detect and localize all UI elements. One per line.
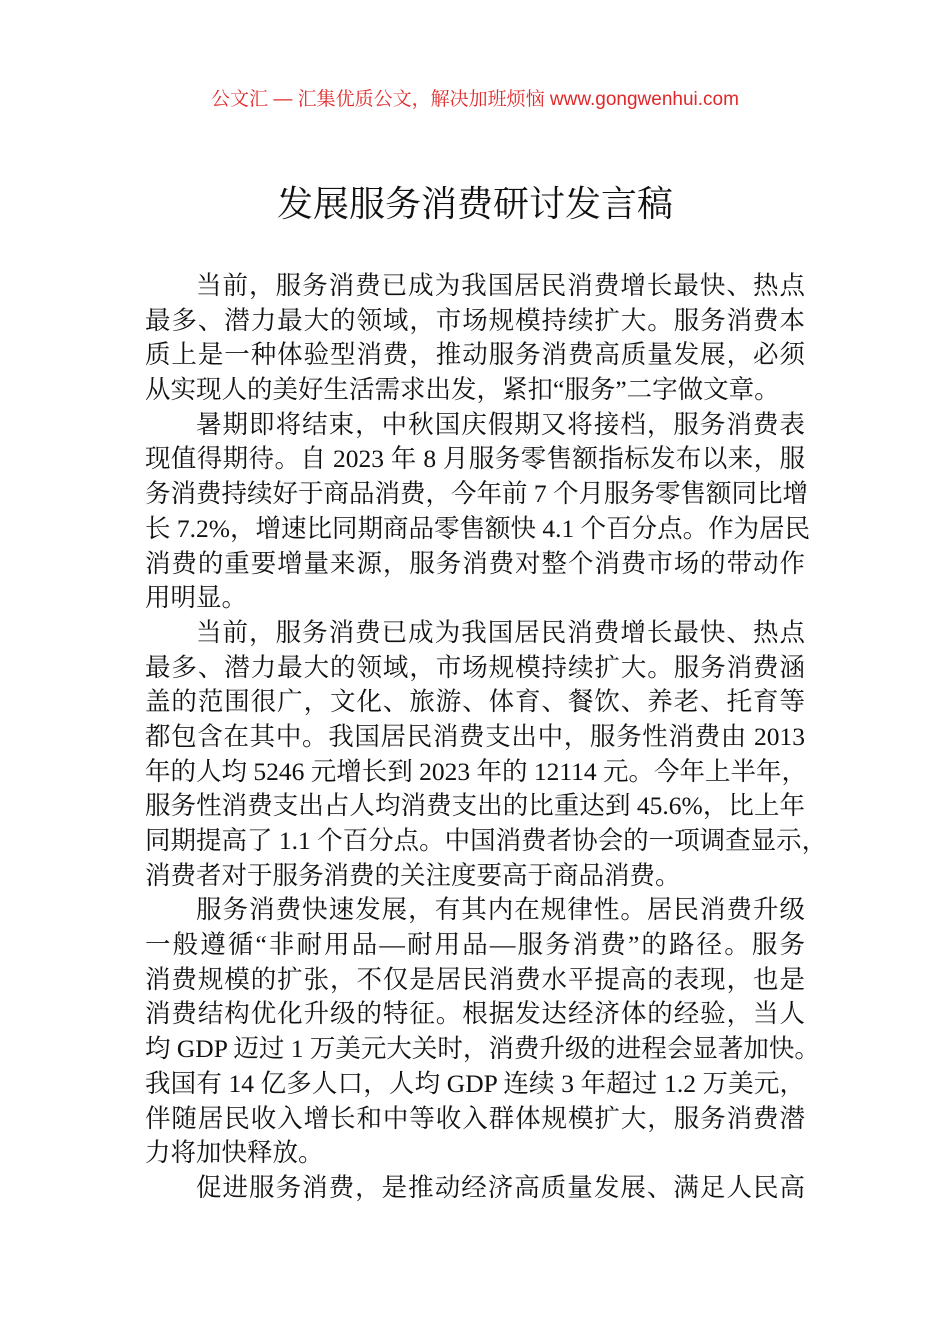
paragraph [145, 408, 811, 616]
paragraph-line: 最多、潜力最大的领域，市场规模持续扩大。服务消费涵 [145, 652, 805, 682]
paragraph-line: 促进服务消费，是推动经济高质量发展、满足人民高 [196, 1172, 805, 1202]
paragraph-line: 力将加快释放。 [145, 1138, 324, 1168]
paragraph-line: 质上是一种体验型消费，推动服务消费高质量发展，必须 [145, 340, 805, 370]
paragraph-line: 消费的重要增量来源，服务消费对整个消费市场的带动作 [145, 548, 805, 578]
paragraph-line: 均 GDP 迈过 1 万美元大关时，消费升级的进程会显著加快。 [145, 1034, 820, 1064]
paragraph-line: 当前，服务消费已成为我国居民消费增长最快、热点 [196, 617, 805, 647]
document-title: 发展服务消费研讨发言稿 [276, 183, 673, 224]
paragraph [145, 616, 828, 894]
paragraph-line: 消费者对于服务消费的关注度要高于商品消费。 [145, 860, 681, 890]
paragraph-line: 我国有 14 亿多人口，人均 GDP 连续 3 年超过 1.2 万美元， [145, 1068, 805, 1098]
paragraph-line: 服务性消费支出占人均消费支出的比重达到 45.6%，比上年 [145, 791, 805, 821]
paragraph-line: 暑期即将结束，中秋国庆假期又将接档，服务消费表 [196, 409, 805, 439]
paragraph-line: 伴随居民收入增长和中等收入群体规模扩大，服务消费潜 [145, 1103, 805, 1133]
paragraph-line: 当前，服务消费已成为我国居民消费增长最快、热点 [196, 271, 805, 300]
paragraph-line: 服务消费快速发展，有其内在规律性。居民消费升级 [196, 895, 805, 925]
paragraph-line: 最多、潜力最大的领域，市场规模持续扩大。服务消费本 [145, 305, 805, 335]
paragraph-line: 从实现人的美好生活需求出发，紧扣“服务”二字做文章。 [145, 375, 780, 405]
document-body [145, 269, 828, 1206]
watermark-header: 公文汇 — 汇集优质公文，解决加班烦恼 www.gongwenhui.com [211, 89, 739, 110]
paragraph-line: 消费规模的扩张，不仅是居民消费水平提高的表现，也是 [145, 964, 805, 994]
paragraph-line: 年的人均 5246 元增长到 2023 年的 12114 元。今年上半年， [145, 756, 808, 786]
paragraph-line: 长 7.2%，增速比同期商品零售额快 4.1 个百分点。作为居民 [145, 513, 811, 543]
paragraph-line: 用明显。 [145, 583, 248, 613]
paragraph-line: 现值得期待。自 2023 年 8 月服务零售额指标发布以来，服 [145, 444, 805, 474]
paragraph-line: 消费结构优化升级的特征。根据发达经济体的经验，当人 [145, 999, 805, 1029]
paragraph-line: 务消费持续好于商品消费，今年前 7 个月服务零售额同比增 [145, 479, 809, 509]
paragraph [145, 893, 820, 1171]
paragraph-line: 都包含在其中。我国居民消费支出中，服务性消费由 2013 [145, 721, 805, 751]
paragraph-line: 盖的范围很广，文化、旅游、体育、餐饮、养老、托育等 [145, 687, 805, 717]
paragraph-line: 一般遵循“非耐用品—耐用品—服务消费”的路径。服务 [145, 930, 805, 960]
paragraph [145, 269, 805, 408]
paragraph-line: 同期提高了 1.1 个百分点。中国消费者协会的一项调查显示， [145, 826, 828, 855]
paragraph [145, 1171, 805, 1206]
